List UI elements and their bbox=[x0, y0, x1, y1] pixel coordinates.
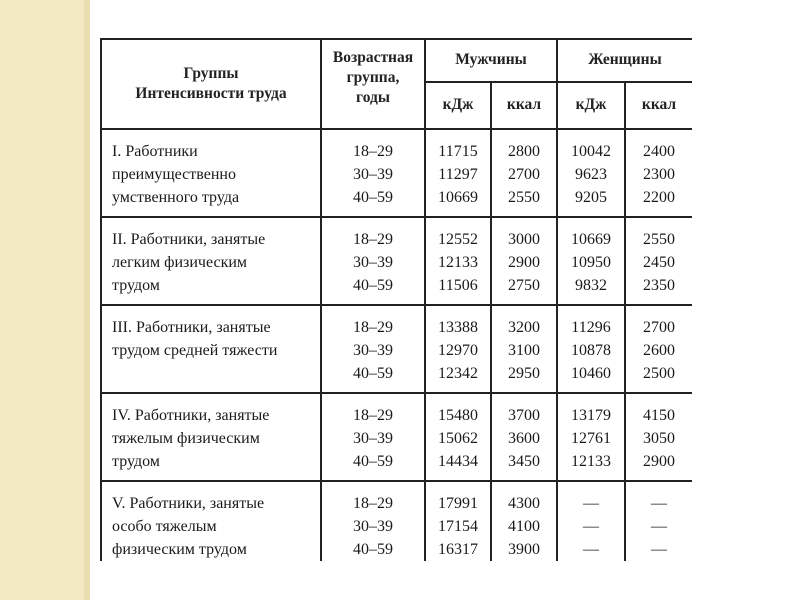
table-row bbox=[101, 129, 692, 217]
women-kcal-cell-line: 3050 bbox=[643, 430, 675, 447]
group-cell bbox=[101, 217, 321, 305]
group-cell-line: физическим трудом bbox=[112, 541, 247, 558]
men-kj-cell-line: 11297 bbox=[438, 166, 478, 183]
men-kj-cell-line: 17154 bbox=[438, 518, 478, 535]
women-kj-cell bbox=[557, 393, 625, 481]
women-kj-cell-line: 12761 bbox=[571, 430, 611, 447]
age-cell-line: 30–39 bbox=[353, 342, 393, 359]
women-kcal-cell-line: 2500 bbox=[643, 365, 675, 382]
table-row bbox=[101, 393, 692, 481]
women-kj-cell-line: 9205 bbox=[575, 189, 607, 206]
age-cell-line: 30–39 bbox=[353, 430, 393, 447]
women-kj-cell bbox=[557, 481, 625, 561]
table-row bbox=[101, 481, 692, 561]
men-kcal-cell bbox=[491, 305, 557, 393]
women-kcal-cell-line: 2900 bbox=[643, 453, 675, 470]
age-cell-line: 18–29 bbox=[353, 495, 393, 512]
table-row bbox=[101, 217, 692, 305]
men-kj-cell bbox=[425, 217, 491, 305]
men-kcal-cell bbox=[491, 393, 557, 481]
men-kcal-cell-line: 4300 bbox=[508, 495, 540, 512]
header-age-line2: группа, bbox=[346, 69, 400, 86]
men-kcal-cell-line: 3200 bbox=[508, 319, 540, 336]
women-kcal-cell-line: — bbox=[651, 518, 667, 535]
header-age-line1: Возрастная bbox=[332, 49, 414, 66]
women-kcal-cell-line: — bbox=[651, 541, 667, 558]
men-kj-cell-line: 13388 bbox=[438, 319, 478, 336]
women-kcal-cell-line: 2350 bbox=[643, 277, 675, 294]
men-kj-cell-line: 15480 bbox=[438, 407, 478, 424]
age-cell-line: 40–59 bbox=[353, 277, 393, 294]
women-kcal-cell-line: — bbox=[651, 495, 667, 512]
women-kj-cell-line: 13179 bbox=[571, 407, 611, 424]
age-cell bbox=[321, 481, 425, 561]
women-kcal-cell bbox=[625, 305, 692, 393]
header-men: Мужчины bbox=[425, 39, 557, 82]
men-kcal-cell bbox=[491, 217, 557, 305]
women-kj-cell-line: 11296 bbox=[571, 319, 611, 336]
group-cell bbox=[101, 129, 321, 217]
women-kcal-cell-line: 2400 bbox=[643, 143, 675, 160]
men-kj-cell-line: 12342 bbox=[438, 365, 478, 382]
age-cell-line: 30–39 bbox=[353, 166, 393, 183]
men-kcal-cell-line: 4100 bbox=[508, 518, 540, 535]
group-cell bbox=[101, 481, 321, 561]
header-women-kcal: ккал bbox=[625, 82, 692, 129]
age-cell bbox=[321, 129, 425, 217]
men-kcal-cell bbox=[491, 129, 557, 217]
header-women: Женщины bbox=[557, 39, 692, 82]
women-kj-cell-line: — bbox=[583, 518, 599, 535]
header-men-kj: кДж bbox=[425, 82, 491, 129]
age-cell bbox=[321, 393, 425, 481]
energy-requirements-table bbox=[100, 38, 692, 561]
men-kj-cell-line: 11506 bbox=[438, 277, 478, 294]
group-cell-line: III. Работники, занятые bbox=[112, 319, 271, 336]
men-kj-cell-line: 11715 bbox=[438, 143, 478, 160]
women-kj-cell bbox=[557, 305, 625, 393]
women-kcal-cell-line: 2200 bbox=[643, 189, 675, 206]
slide-side-band bbox=[0, 0, 90, 600]
group-cell-line: V. Работники, занятые bbox=[112, 495, 265, 512]
women-kj-cell-line: 10669 bbox=[571, 231, 611, 248]
group-cell-line: I. Работники bbox=[112, 143, 198, 160]
women-kcal-cell bbox=[625, 217, 692, 305]
men-kj-cell-line: 14434 bbox=[438, 453, 478, 470]
women-kj-cell-line: 10950 bbox=[571, 254, 611, 271]
age-cell-line: 30–39 bbox=[353, 254, 393, 271]
header-age-line3: годы bbox=[356, 89, 390, 106]
women-kcal-cell bbox=[625, 393, 692, 481]
men-kj-cell bbox=[425, 481, 491, 561]
women-kcal-cell-line: 4150 bbox=[643, 407, 675, 424]
women-kj-cell-line: 10460 bbox=[571, 365, 611, 382]
men-kj-cell-line: 17991 bbox=[438, 495, 478, 512]
energy-table-container bbox=[100, 38, 692, 561]
table-row bbox=[101, 305, 692, 393]
women-kj-cell-line: 10878 bbox=[571, 342, 611, 359]
men-kcal-cell-line: 2750 bbox=[508, 277, 540, 294]
header-men-kcal: ккал bbox=[491, 82, 557, 129]
age-cell bbox=[321, 305, 425, 393]
men-kcal-cell-line: 2800 bbox=[508, 143, 540, 160]
men-kcal-cell-line: 3100 bbox=[508, 342, 540, 359]
age-cell-line: 18–29 bbox=[353, 143, 393, 160]
group-cell bbox=[101, 393, 321, 481]
men-kcal-cell-line: 3900 bbox=[508, 541, 540, 558]
group-cell-line: трудом bbox=[112, 277, 160, 294]
age-cell-line: 40–59 bbox=[353, 189, 393, 206]
women-kj-cell bbox=[557, 129, 625, 217]
group-cell-line: тяжелым физическим bbox=[112, 430, 260, 447]
women-kj-cell-line: 12133 bbox=[571, 453, 611, 470]
header-groups-line1: Группы bbox=[183, 65, 239, 82]
men-kcal-cell-line: 3700 bbox=[508, 407, 540, 424]
header-groups bbox=[101, 39, 321, 129]
men-kcal-cell-line: 3450 bbox=[508, 453, 540, 470]
women-kj-cell-line: 10042 bbox=[571, 143, 611, 160]
group-cell bbox=[101, 305, 321, 393]
group-cell-line bbox=[112, 362, 314, 385]
age-cell-line: 40–59 bbox=[353, 365, 393, 382]
header-women-kj: кДж bbox=[557, 82, 625, 129]
age-cell-line: 18–29 bbox=[353, 319, 393, 336]
men-kj-cell-line: 12133 bbox=[438, 254, 478, 271]
men-kj-cell bbox=[425, 305, 491, 393]
age-cell-line: 18–29 bbox=[353, 407, 393, 424]
group-cell-line: трудом bbox=[112, 453, 160, 470]
men-kj-cell-line: 12970 bbox=[438, 342, 478, 359]
women-kcal-cell-line: 2550 bbox=[643, 231, 675, 248]
group-cell-line: трудом средней тяжести bbox=[112, 342, 278, 359]
men-kcal-cell-line: 3000 bbox=[508, 231, 540, 248]
men-kcal-cell-line: 2550 bbox=[508, 189, 540, 206]
group-cell-line: IV. Работники, занятые bbox=[112, 407, 270, 424]
men-kcal-cell-line: 2950 bbox=[508, 365, 540, 382]
group-cell-line: умственного труда bbox=[112, 189, 240, 206]
age-cell-line: 18–29 bbox=[353, 231, 393, 248]
women-kcal-cell-line: 2450 bbox=[643, 254, 675, 271]
women-kcal-cell-line: 2300 bbox=[643, 166, 675, 183]
women-kcal-cell-line: 2700 bbox=[643, 319, 675, 336]
women-kcal-cell bbox=[625, 481, 692, 561]
group-cell-line: преимущественно bbox=[112, 166, 236, 183]
women-kj-cell-line: — bbox=[583, 541, 599, 558]
age-cell bbox=[321, 217, 425, 305]
men-kj-cell-line: 12552 bbox=[438, 231, 478, 248]
table-body bbox=[101, 129, 692, 561]
men-kcal-cell-line: 2700 bbox=[508, 166, 540, 183]
men-kj-cell-line: 16317 bbox=[438, 541, 478, 558]
women-kj-cell-line: — bbox=[583, 495, 599, 512]
group-cell-line: легким физическим bbox=[112, 254, 248, 271]
women-kj-cell-line: 9623 bbox=[575, 166, 607, 183]
group-cell-line: II. Работники, занятые bbox=[112, 231, 266, 248]
men-kj-cell bbox=[425, 129, 491, 217]
age-cell-line: 40–59 bbox=[353, 541, 393, 558]
men-kj-cell-line: 15062 bbox=[438, 430, 478, 447]
header-groups-line2: Интенсивности труда bbox=[135, 85, 287, 102]
men-kj-cell-line: 10669 bbox=[438, 189, 478, 206]
men-kcal-cell-line: 2900 bbox=[508, 254, 540, 271]
men-kcal-cell bbox=[491, 481, 557, 561]
age-cell-line: 30–39 bbox=[353, 518, 393, 535]
women-kcal-cell bbox=[625, 129, 692, 217]
women-kj-cell-line: 9832 bbox=[575, 277, 607, 294]
men-kcal-cell-line: 3600 bbox=[508, 430, 540, 447]
women-kcal-cell-line: 2600 bbox=[643, 342, 675, 359]
header-age-group bbox=[321, 39, 425, 129]
group-cell-line: особо тяжелым bbox=[112, 518, 217, 535]
women-kj-cell bbox=[557, 217, 625, 305]
age-cell-line: 40–59 bbox=[353, 453, 393, 470]
men-kj-cell bbox=[425, 393, 491, 481]
